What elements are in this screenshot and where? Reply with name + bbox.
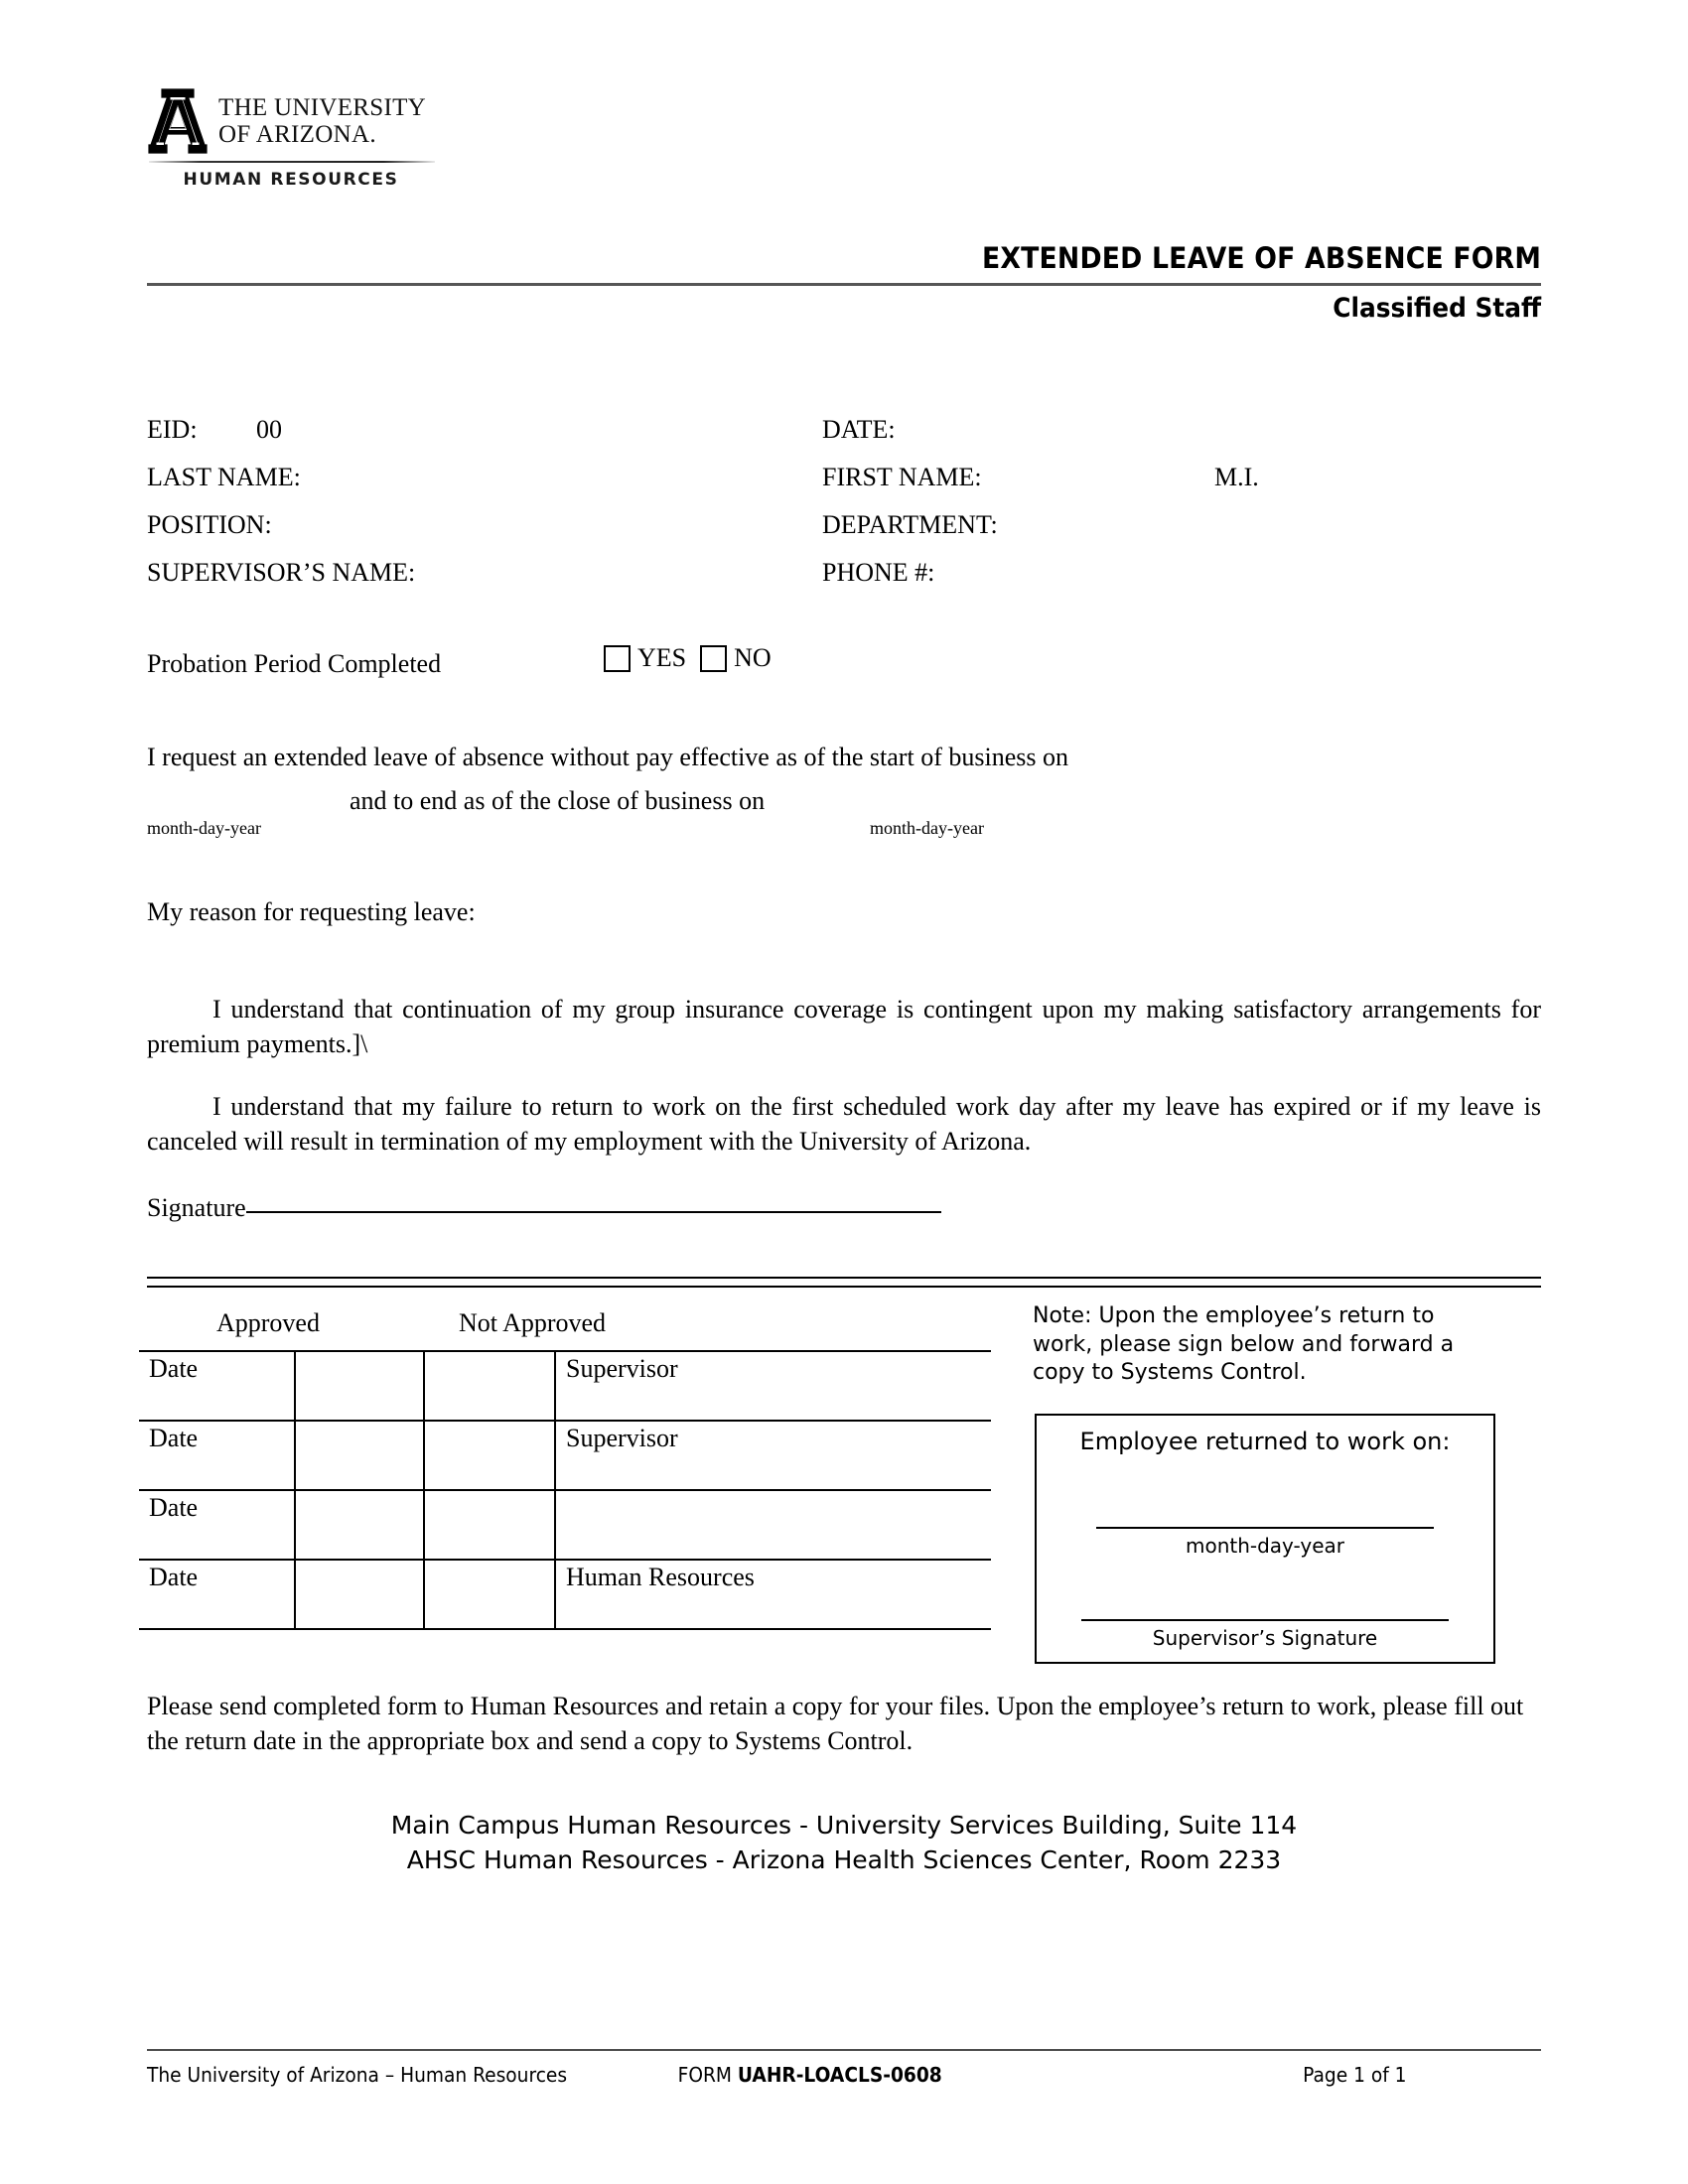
row-role-4: Human Resources — [555, 1560, 991, 1629]
row-not-approved-cell-2[interactable] — [424, 1421, 555, 1490]
logo-line-2: OF ARIZONA. — [218, 120, 376, 148]
field-row-name — [147, 465, 1541, 512]
request-line-2: and to end as of the close of business on — [350, 786, 766, 815]
employee-return-box — [1035, 1414, 1495, 1664]
university-logo — [147, 87, 455, 190]
identity-fields — [147, 417, 1541, 608]
department-label: DEPARTMENT: — [822, 510, 998, 539]
row-date-label-4: Date — [139, 1560, 295, 1629]
insurance-paragraph: I understand that continuation of my group insurance coverage is contingent upon my making satisfactory arrangements for premium payments.]\ — [147, 995, 1541, 1058]
table-row — [139, 1560, 991, 1629]
supervisor-signature-caption: Supervisor’s Signature — [1152, 1626, 1378, 1650]
block-a-logo-icon — [147, 87, 209, 155]
logo-wordmark — [218, 95, 426, 147]
approval-table — [139, 1350, 991, 1630]
row-date-label-2: Date — [139, 1421, 295, 1490]
supervisor-signature-line[interactable] — [1081, 1619, 1449, 1621]
probation-yes-checkbox[interactable] — [604, 645, 631, 672]
row-not-approved-cell-1[interactable] — [424, 1351, 555, 1421]
logo-line-1: THE UNIVERSITY — [218, 94, 427, 121]
row-approved-cell-4[interactable] — [295, 1560, 424, 1629]
footer-left-text: The University of Arizona – Human Resources — [147, 2063, 568, 2087]
submission-instructions: Please send completed form to Human Resources and retain a copy for your files. Upon the employee’s return to work, please fill out the return date in the appropriate box and send a copy to Systems Control. — [147, 1692, 1524, 1755]
row-not-approved-cell-3[interactable] — [424, 1490, 555, 1560]
probation-yes-label: YES — [637, 643, 687, 672]
approved-header: Approved — [216, 1308, 320, 1337]
footer-form-number: UAHR-LOACLS-0608 — [737, 2063, 942, 2087]
approval-column-headers — [139, 1308, 945, 1350]
middle-initial-label: M.I. — [1214, 463, 1259, 491]
eid-value[interactable]: 00 — [256, 415, 282, 444]
section-divider — [147, 1277, 1541, 1288]
row-approved-cell-1[interactable] — [295, 1351, 424, 1421]
footer-form-prefix: FORM — [677, 2063, 738, 2087]
eid-label: EID: — [147, 415, 198, 444]
footer-divider — [147, 2049, 1541, 2051]
row-role-1: Supervisor — [555, 1351, 991, 1421]
last-name-label: LAST NAME: — [147, 463, 301, 491]
row-approved-cell-3[interactable] — [295, 1490, 424, 1560]
not-approved-header: Not Approved — [459, 1308, 607, 1337]
field-row-supervisor — [147, 560, 1541, 608]
probation-no-checkbox[interactable] — [700, 645, 727, 672]
supervisor-name-label: SUPERVISOR’S NAME: — [147, 558, 416, 587]
logo-row — [147, 87, 455, 155]
return-box-title: Employee returned to work on: — [1079, 1428, 1451, 1455]
table-row — [139, 1490, 991, 1560]
title-divider — [147, 283, 1541, 286]
signature-label: Signature — [147, 1193, 246, 1222]
start-date-caption: month-day-year — [147, 818, 261, 838]
address-line-1: Main Campus Human Resources - University Services Building, Suite 114 — [390, 1811, 1298, 1840]
footer-form-code — [678, 2063, 942, 2087]
row-not-approved-cell-4[interactable] — [424, 1560, 555, 1629]
return-note-text: Note: Upon the employee’s return to work, please sign below and forward a copy to Systems Control. — [1033, 1303, 1455, 1386]
page-footer — [147, 2063, 1444, 2087]
end-date-caption: month-day-year — [870, 818, 984, 838]
signature-line[interactable] — [246, 1211, 941, 1213]
row-date-label-3: Date — [139, 1490, 295, 1560]
page-title: EXTENDED LEAVE OF ABSENCE FORM — [981, 241, 1541, 275]
logo-divider — [149, 161, 435, 163]
probation-no-label: NO — [734, 643, 772, 672]
position-label: POSITION: — [147, 510, 272, 539]
row-date-label-1: Date — [139, 1351, 295, 1421]
first-name-label: FIRST NAME: — [822, 463, 982, 491]
row-approved-cell-2[interactable] — [295, 1421, 424, 1490]
table-row — [139, 1421, 991, 1490]
row-role-2: Supervisor — [555, 1421, 991, 1490]
request-line-1: I request an extended leave of absence without pay effective as of the start of business on — [147, 743, 1068, 771]
date-label: DATE: — [822, 415, 896, 444]
phone-label: PHONE #: — [822, 558, 935, 587]
reason-label: My reason for requesting leave: — [147, 897, 476, 926]
hr-address-block — [147, 1809, 1541, 1877]
field-row-eid — [147, 417, 1541, 465]
page-subtitle: Classified Staff — [1333, 293, 1541, 324]
return-date-caption: month-day-year — [1185, 1534, 1345, 1558]
signature-field — [147, 1193, 941, 1223]
row-role-3 — [555, 1490, 991, 1560]
probation-period-label: Probation Period Completed — [147, 649, 442, 678]
address-line-2: AHSC Human Resources - Arizona Health Sciences Center, Room 2233 — [406, 1844, 1282, 1874]
return-to-work-paragraph: I understand that my failure to return to work on the first scheduled work day after my leave has expired or if my leave is canceled will result in termination of my employment with the University of Arizona. — [147, 1092, 1541, 1156]
table-row — [139, 1351, 991, 1421]
probation-choice-group — [604, 643, 785, 673]
footer-page-number: Page 1 of 1 — [1303, 2063, 1407, 2087]
field-row-position — [147, 512, 1541, 560]
logo-unit-label: HUMAN RESOURCES — [183, 170, 399, 190]
approval-section — [139, 1308, 945, 1630]
return-date-line[interactable] — [1096, 1527, 1434, 1529]
